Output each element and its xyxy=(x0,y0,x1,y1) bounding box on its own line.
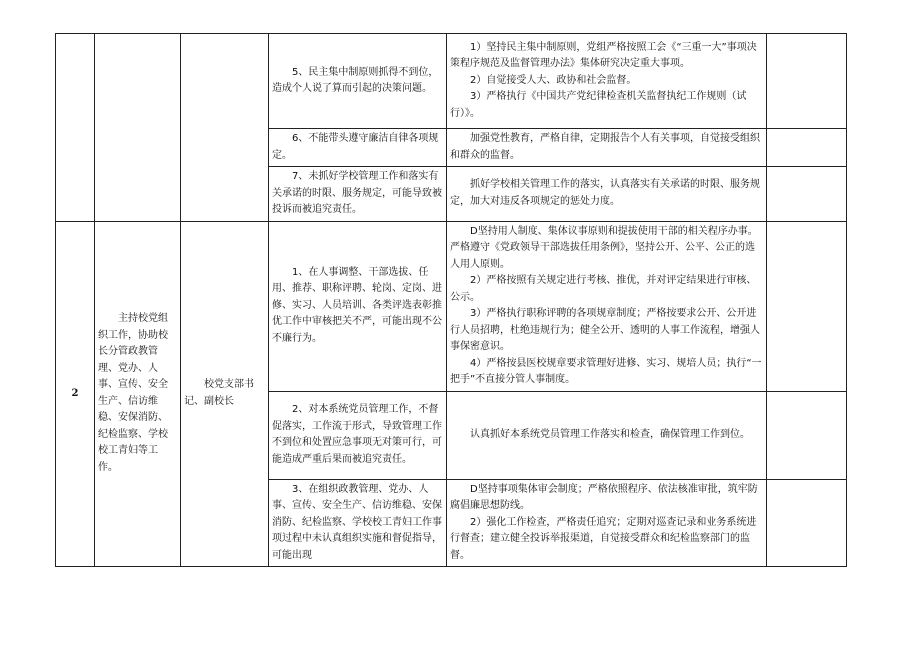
risk-point-cell xyxy=(269,129,447,167)
measure-item: 4）严格按县医校规章要求管理好进修、实习、规培人员；执行“一把手”不直接分管人事制度。 xyxy=(450,357,762,385)
measure-item: 2）强化工作检查，严格责任追究；定期对巡查记录和业务系统进行督查；建立健全投诉举报渠道，自觉接受群众和纪检监察部门的监督。 xyxy=(450,516,757,561)
risk-point-text: 7、未抓好学校管理工作和落实有关承诺的时限、服务规定，可能导致被投诉而被追究责任。 xyxy=(272,171,442,215)
measure-item: 1）坚持民主集中制原则，党组严格按照工会《“三重一大”事项决策程序规范及监督管理办法》集体研究决定重大事项。 xyxy=(450,41,757,70)
table-row xyxy=(56,34,847,129)
risk-point-text: 1、在人事调整、干部选拔、任用、推荐、职称评聘、轮岗、定岗、进修、实习、人员培训、各类评选表彰推优工作中审核把关不严，可能出现不公不廉行为。 xyxy=(272,266,442,344)
risk-point-cell xyxy=(269,391,447,479)
item-number: 2 xyxy=(56,221,95,567)
risk-point-cell xyxy=(269,34,447,129)
measures-cell xyxy=(447,221,767,391)
measure-item: 3）严格执行职称评聘的各项规章制度；严格按要求公开、公开进行人员招聘，杜绝违规行为；健全公开、透明的人事工作流程，增强人事保密意识。 xyxy=(450,308,760,352)
measures-cell xyxy=(447,391,767,479)
risk-point-cell xyxy=(269,167,447,222)
measure-item: 2）自觉接受人大、政协和社会监督。 xyxy=(470,74,637,86)
remark-cell xyxy=(767,391,847,479)
measure-item: 认真抓好本系统党员管理工作落实和检查，确保管理工作到位。 xyxy=(470,428,750,440)
measures-cell xyxy=(447,129,767,167)
remark-cell xyxy=(767,34,847,129)
duty-cell-empty xyxy=(95,34,181,222)
risk-point-text: 3、在组织政教管理、党办、人事、宣传、安全生产、信访维稳、安保消防、纪检监察、学校校工青妇工作事项过程中未认真组织实施和督促指导，可能出现 xyxy=(272,483,442,561)
measure-item: 2）严格按照有关规定进行考核、推优，并对评定结果进行审核、公示。 xyxy=(450,275,757,303)
measures-cell xyxy=(447,167,767,222)
number-cell-empty xyxy=(56,34,95,222)
remark-cell xyxy=(767,479,847,567)
risk-point-text: 6、不能带头遵守廉洁自律各项规定。 xyxy=(272,133,439,161)
measure-item: 加强党性教育，严格自律，定期报告个人有关事项，自觉接受组织和群众的监督。 xyxy=(450,133,760,161)
post-title: 校党支部书记、副校长 xyxy=(181,221,269,567)
measure-item: 抓好学校相关管理工作的落实，认真落实有关承诺的时限、服务规定，加大对违反各项规定的惩处力度。 xyxy=(450,179,760,207)
remark-cell xyxy=(767,221,847,391)
risk-point-cell xyxy=(269,221,447,391)
post-cell-empty xyxy=(181,34,269,222)
measures-cell xyxy=(447,34,767,129)
risk-table xyxy=(55,33,847,567)
measure-item: D坚持事项集体审会制度；严格依照程序、依法核准审批，筑牢防腐倡廉思想防线。 xyxy=(450,483,758,511)
measure-item: D坚持用人制度、集体议事原则和提拔使用干部的相关程序办事。严格遵守《党政领导干部选拔任用条例》，坚持公开、公平、公正的选人用人原则。 xyxy=(450,225,758,270)
measure-item: 3）严格执行《中国共产党纪律检查机关监督执纪工作规则（试行）》。 xyxy=(450,91,747,119)
risk-point-text: 2、对本系统党员管理工作，不督促落实，工作流于形式，导致管理工作不到位和处置应急事项无对策可行，可能造成严重后果而被追究责任。 xyxy=(272,404,442,465)
remark-cell xyxy=(767,129,847,167)
risk-point-cell xyxy=(269,479,447,567)
risk-point-text: 5、民主集中制原则抓得不到位，造成个人说了算而引起的决策问题。 xyxy=(272,66,439,94)
measures-cell xyxy=(447,479,767,567)
table-row xyxy=(56,221,847,391)
duty-description: 主持校党组织工作，协助校长分管政教管理、党办、人事、宣传、安全生产、信访维稳、安保消防、纪检监察、学校校工青妇等工作。 xyxy=(95,221,181,567)
remark-cell xyxy=(767,167,847,222)
